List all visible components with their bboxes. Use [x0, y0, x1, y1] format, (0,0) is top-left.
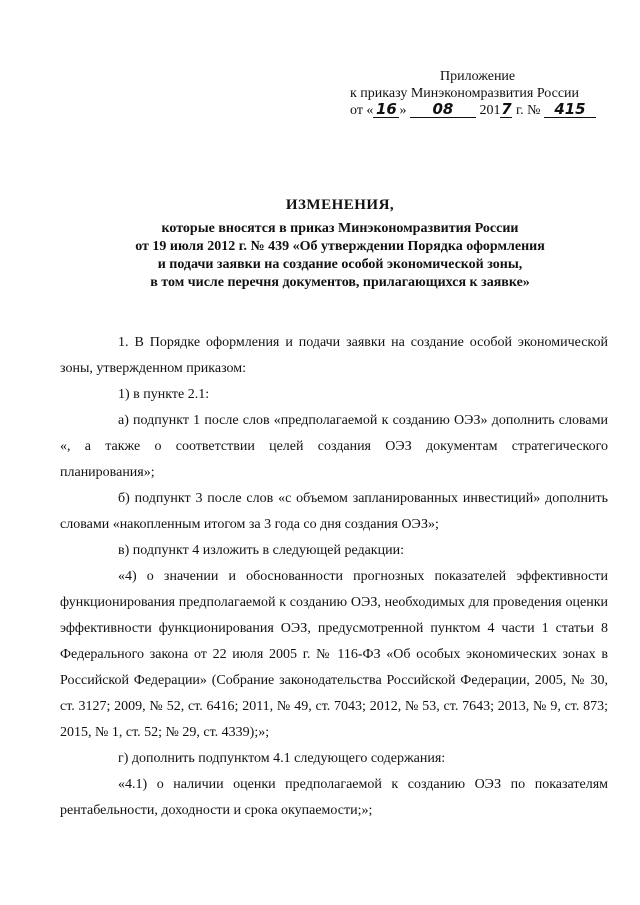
appendix-order-ref: к приказу Минэкономразвития России [350, 86, 580, 101]
paragraph: в) подпункт 4 изложить в следующей редакции: [118, 543, 404, 558]
paragraph: а) подпункт 1 после слов «предполагаемой к созданию ОЭЗ» дополнить словами «, а также о соответствии целей создания ОЭЗ документам стратегического планирования»; [60, 413, 608, 480]
handwritten-day: 16 [373, 102, 399, 118]
handwritten-order-number: 415 [544, 102, 596, 118]
paragraph: 1. В Порядке оформления и подачи заявки на создание особой экономической зоны, утвержденном приказом: [60, 335, 608, 376]
handwritten-month: 08 [410, 102, 476, 118]
title-line: которые вносятся в приказ Минэкономразвития России [161, 221, 519, 236]
appendix-date-line: от « 16 » 08 2017 г. № 415 [350, 102, 620, 119]
paragraph: г) дополнить подпунктом 4.1 следующего содержания: [118, 751, 446, 766]
paragraph: б) подпункт 3 после слов «с объемом запланированных инвестиций» дополнить словами «накопленным итогом за 3 года со дня создания ОЭЗ»; [60, 491, 608, 532]
document-title [60, 196, 620, 292]
document-body [60, 330, 608, 824]
title-line: от 19 июля 2012 г. № 439 «Об утверждении Порядка оформления [135, 239, 545, 254]
appendix-header [350, 68, 620, 119]
title-heading: ИЗМЕНЕНИЯ, [285, 197, 395, 213]
paragraph: «4) о значении и обоснованности прогнозных показателей эффективности функционирования предполагаемой к созданию ОЭЗ, необходимых для проведения оценки эффективности функционирования ОЭЗ, предусмотренной пунктом 4 части 1 статьи 8 Федерального закона от 22 июля 2005 г. № 116-ФЗ «Об особых экономических зонах в Российской Федерации» (Собрание законодательства Российской Федерации, 2005, № 30, ст. 3127; 2009, № 52, ст. 6416; 2011, № 49, ст. 7043; 2012, № 53, ст. 7643; 2013, № 9, ст. 873; 2015, № 1, ст. 52; № 29, ст. 4339);»; [60, 569, 608, 740]
paragraph: 1) в пункте 2.1: [118, 387, 210, 402]
title-line: в том числе перечня документов, прилагающихся к заявке» [150, 275, 530, 290]
paragraph: «4.1) о наличии оценки предполагаемой к созданию ОЭЗ по показателям рентабельности, доходности и срока окупаемости;»; [60, 777, 608, 818]
handwritten-year-digit: 7 [501, 100, 512, 118]
appendix-label: Приложение [440, 69, 516, 84]
title-line: и подачи заявки на создание особой экономической зоны, [157, 257, 523, 272]
